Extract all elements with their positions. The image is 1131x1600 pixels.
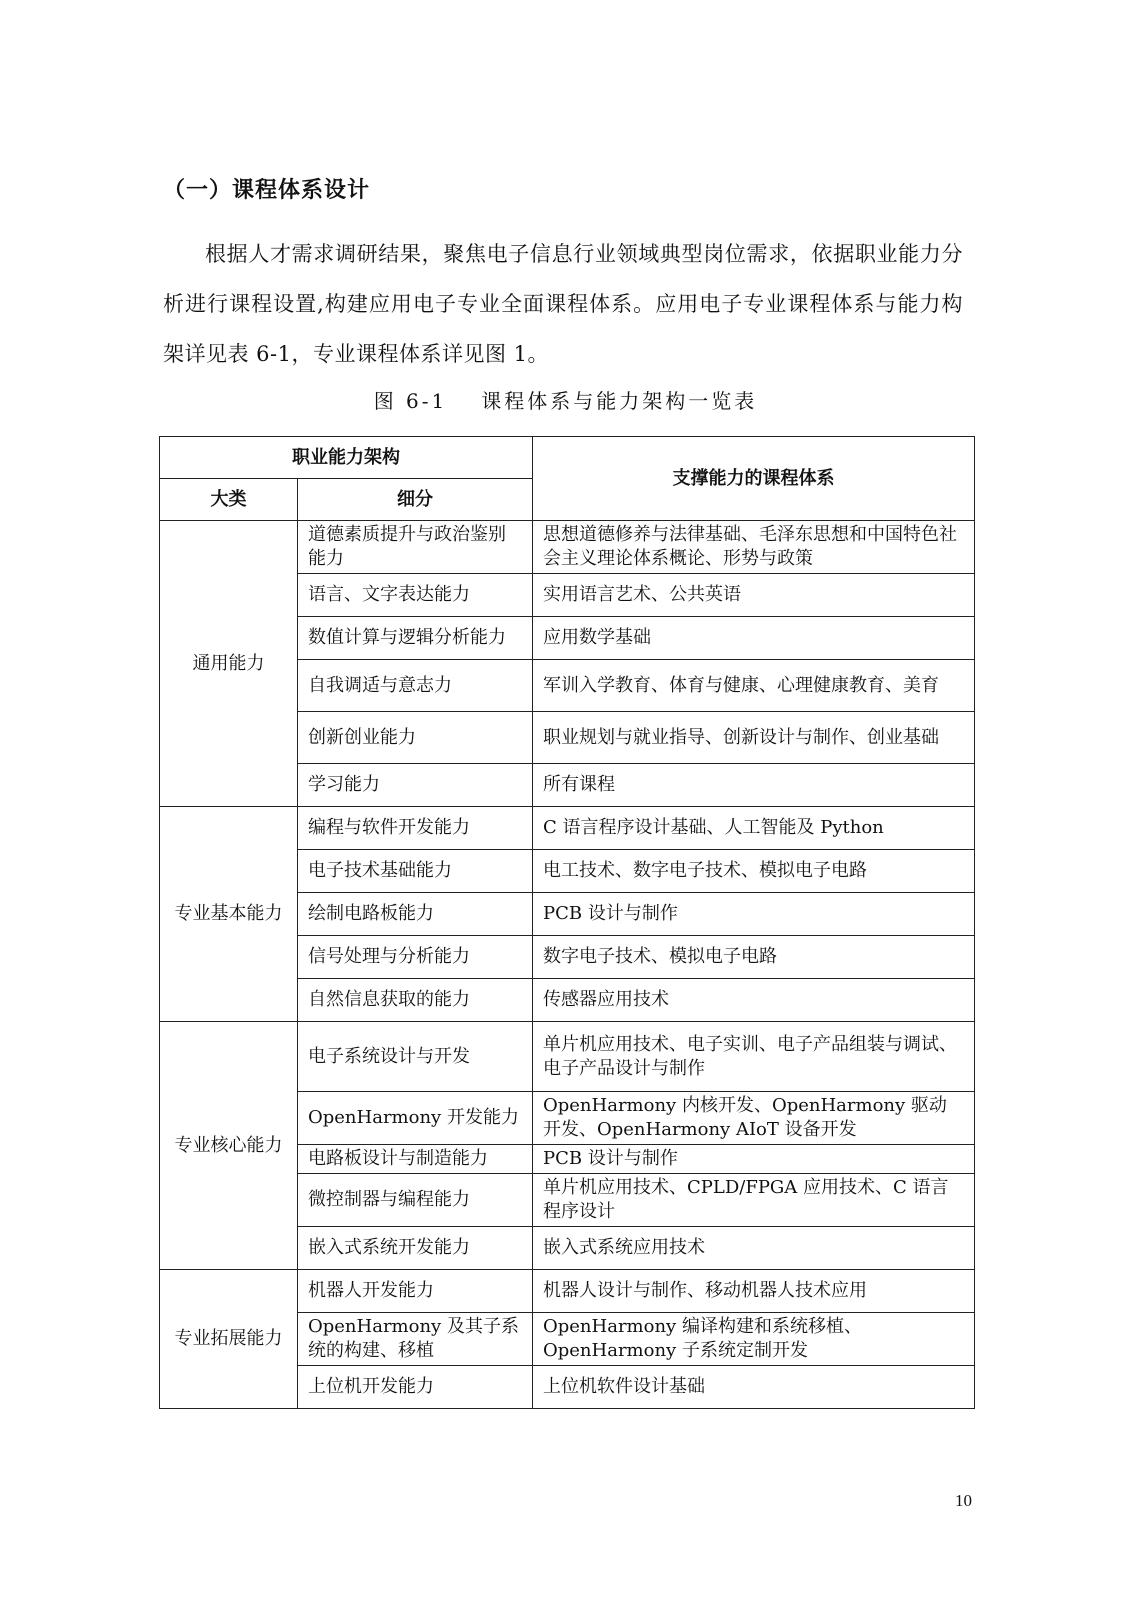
courses-cell: 应用数学基础 [533,617,975,660]
table-row [160,521,975,574]
caption-title: 课程体系与能力架构一览表 [481,389,758,413]
table-row [160,807,975,850]
detail-cell: OpenHarmony 及其子系统的构建、移植 [298,1313,533,1366]
detail-cell: 编程与软件开发能力 [298,807,533,850]
courses-cell: 实用语言艺术、公共英语 [533,574,975,617]
caption-label: 图 6-1 [373,389,448,413]
courses-cell: 军训入学教育、体育与健康、心理健康教育、美育 [533,660,975,712]
intro-paragraph: 根据人才需求调研结果，聚焦电子信息行业领域典型岗位需求，依据职业能力分析进行课程设置,构建应用电子专业全面课程体系。应用电子专业课程体系与能力构架详见表 6-1，专业课程体系详见图 1。 [163,242,963,366]
courses-cell: 嵌入式系统应用技术 [533,1227,975,1270]
page-number: 10 [955,1491,972,1510]
courses-cell: 单片机应用技术、电子实训、电子产品组装与调试、电子产品设计与制作 [533,1022,975,1092]
category-cell: 通用能力 [160,521,298,807]
detail-cell: 机器人开发能力 [298,1270,533,1313]
category-cell: 专业基本能力 [160,807,298,1022]
header-group: 职业能力架构 [160,437,533,479]
courses-cell: 职业规划与就业指导、创新设计与制作、创业基础 [533,712,975,764]
table-caption [0,385,1131,414]
detail-cell: 嵌入式系统开发能力 [298,1227,533,1270]
courses-cell: 思想道德修养与法律基础、毛泽东思想和中国特色社会主义理论体系概论、形势与政策 [533,521,975,574]
table-body [160,521,975,1409]
header-support: 支撑能力的课程体系 [533,437,975,521]
detail-cell: 自然信息获取的能力 [298,979,533,1022]
detail-cell: 电子系统设计与开发 [298,1022,533,1092]
section-heading: （一）课程体系设计 [163,178,371,203]
courses-cell: OpenHarmony 内核开发、OpenHarmony 驱动开发、OpenHarmony AIoT 设备开发 [533,1092,975,1145]
courses-cell: 所有课程 [533,764,975,807]
detail-cell: 自我调适与意志力 [298,660,533,712]
detail-cell: 语言、文字表达能力 [298,574,533,617]
detail-cell: 上位机开发能力 [298,1366,533,1409]
category-cell: 专业拓展能力 [160,1270,298,1409]
header-detail: 细分 [298,479,533,521]
course-ability-table [159,436,975,1409]
detail-cell: 绘制电路板能力 [298,893,533,936]
detail-cell: 创新创业能力 [298,712,533,764]
detail-cell: 信号处理与分析能力 [298,936,533,979]
table-row [160,1270,975,1313]
courses-cell: 电工技术、数字电子技术、模拟电子电路 [533,850,975,893]
detail-cell: 数值计算与逻辑分析能力 [298,617,533,660]
detail-cell: OpenHarmony 开发能力 [298,1092,533,1145]
category-cell: 专业核心能力 [160,1022,298,1270]
courses-cell: C 语言程序设计基础、人工智能及 Python [533,807,975,850]
courses-cell: OpenHarmony 编译构建和系统移植、OpenHarmony 子系统定制开发 [533,1313,975,1366]
courses-cell: 上位机软件设计基础 [533,1366,975,1409]
detail-cell: 电子技术基础能力 [298,850,533,893]
courses-cell: 机器人设计与制作、移动机器人技术应用 [533,1270,975,1313]
detail-cell: 微控制器与编程能力 [298,1174,533,1227]
header-category: 大类 [160,479,298,521]
courses-cell: 单片机应用技术、CPLD/FPGA 应用技术、C 语言程序设计 [533,1174,975,1227]
detail-cell: 道德素质提升与政治鉴别能力 [298,521,533,574]
detail-cell: 电路板设计与制造能力 [298,1145,533,1174]
courses-cell: 数字电子技术、模拟电子电路 [533,936,975,979]
detail-cell: 学习能力 [298,764,533,807]
courses-cell: PCB 设计与制作 [533,893,975,936]
courses-cell: PCB 设计与制作 [533,1145,975,1174]
courses-cell: 传感器应用技术 [533,979,975,1022]
table-row [160,1022,975,1092]
